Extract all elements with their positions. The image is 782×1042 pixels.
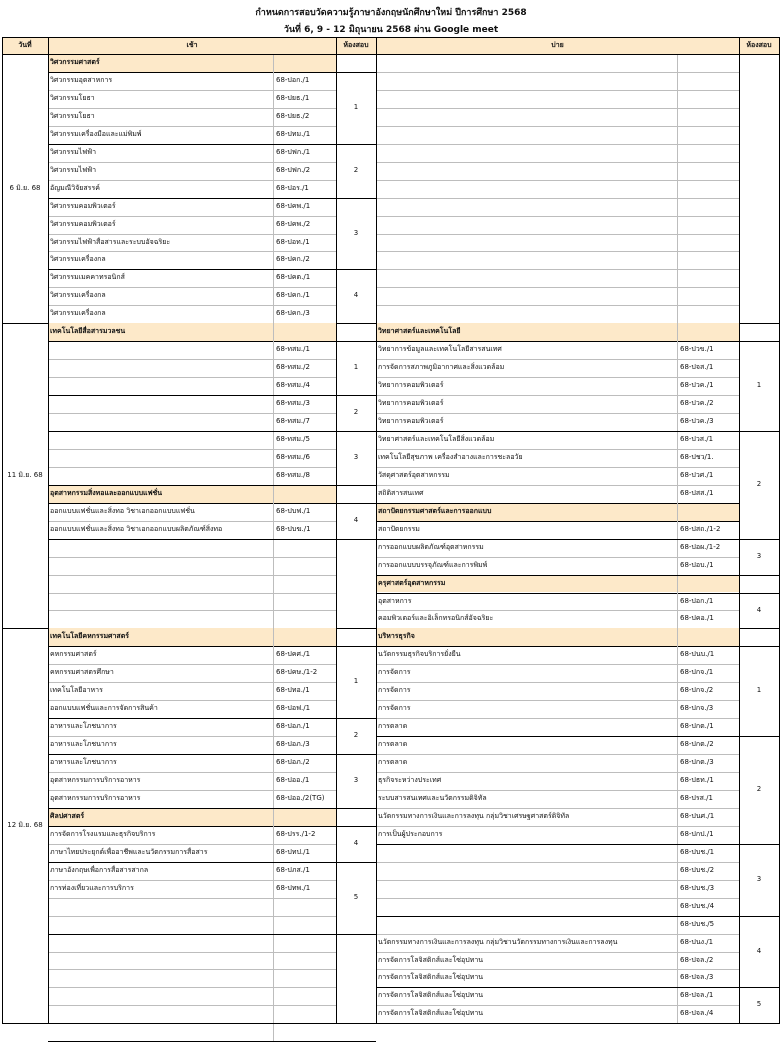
grid-line xyxy=(48,898,336,899)
program-name xyxy=(50,431,274,449)
class-code: 68-ปคพ./2 xyxy=(276,219,311,228)
class-code: 68-ปกจ./3 xyxy=(680,704,714,713)
class-code: 68-ทสม./6 xyxy=(276,452,310,461)
program-name: วิศวกรรมไฟฟ้า xyxy=(50,165,97,174)
program-name: คอมพิวเตอร์และอิเล็กทรอนิกส์อัจฉริยะ xyxy=(378,614,494,623)
exam-room-number: 2 xyxy=(756,479,762,488)
exam-room-number xyxy=(336,934,376,1042)
grid-line xyxy=(2,37,779,38)
exam-room-number: 4 xyxy=(353,291,359,300)
grid-line xyxy=(273,628,274,1041)
grid-line xyxy=(376,916,779,917)
program-name: การตลาด xyxy=(378,722,408,731)
grid-line xyxy=(48,934,376,935)
grid-line xyxy=(376,287,739,288)
class-code: 68-ปฟก./2 xyxy=(276,165,311,174)
grid-line xyxy=(739,844,779,845)
program-name: อาหารและโภชนาการ xyxy=(50,722,117,731)
class-code: 68-ปคก./1 xyxy=(276,291,310,300)
class-code: 68-ปอก./1 xyxy=(276,75,310,84)
grid-line xyxy=(273,54,274,323)
program-name: สถาปัตยกรรม xyxy=(378,524,420,533)
class-code: 68-ปกต./1 xyxy=(680,722,714,731)
program-name: การจัดการโลจิสติกส์และโซ่อุปทาน xyxy=(378,991,484,1000)
grid-line xyxy=(2,37,3,1024)
faculty-section: เทคโนโลยีคหกรรมศาสตร์ xyxy=(50,632,130,641)
grid-line xyxy=(336,539,376,540)
program-name: อัญมณีวิจัยสรรค์ xyxy=(50,183,100,192)
class-code: 68-ปบช./3 xyxy=(680,883,715,892)
grid-line xyxy=(336,72,376,73)
faculty-section: วิศวกรรมศาสตร์ xyxy=(50,58,100,66)
class-code: 68-ปวค./2 xyxy=(680,399,714,408)
class-code: 68-ปทป./1 xyxy=(276,847,310,856)
program-name: วิศวกรรมเครื่องกล xyxy=(50,309,106,318)
document-subtitle: วันที่ 6, 9 - 12 มิถุนายน 2568 ผ่าน Google meet xyxy=(283,25,499,35)
grid-line xyxy=(48,952,336,953)
program-name: นวัตกรรมธุรกิจบริการยั่งยืน xyxy=(378,650,461,659)
program-name: คหกรรมศาสตร์ xyxy=(50,650,97,659)
program-name: วิทยาการคอมพิวเตอร์ xyxy=(378,381,444,390)
class-code: 68-ปกจ./2 xyxy=(680,686,714,695)
grid-line xyxy=(48,718,376,719)
exam-room-number xyxy=(336,539,376,647)
grid-line xyxy=(48,557,336,558)
program-name: วิศวกรรมเครื่องมือและแม่พิมพ์ xyxy=(50,129,142,138)
program-name: การตลาด xyxy=(378,740,408,749)
program-name: วิศวกรรมเครื่องกล xyxy=(50,291,106,300)
grid-line xyxy=(376,72,739,73)
program-name: การจัดการ xyxy=(378,704,411,713)
class-code: 68-ปนง./1 xyxy=(680,937,714,946)
grid-line xyxy=(739,646,779,647)
class-code: 68-ปยธ./2 xyxy=(276,111,310,120)
grid-line xyxy=(739,736,779,737)
grid-line xyxy=(336,646,376,647)
class-code: 68-ปอผ./1-2 xyxy=(680,542,721,551)
program-name: การจัดการ xyxy=(378,686,411,695)
faculty-section: วิทยาศาสตร์และเทคโนโลยี xyxy=(378,327,461,336)
program-name: ภาษาอังกฤษเพื่อการสื่อสารสากล xyxy=(50,865,149,874)
class-code: 68-ปอก./1 xyxy=(680,596,714,605)
program-name: วิศวกรรมอุตสาหการ xyxy=(50,75,113,84)
program-name xyxy=(50,413,274,431)
class-code: 68-ปสส./1 xyxy=(680,488,714,497)
grid-line xyxy=(48,198,376,199)
class-code: 68-ปอบ./1 xyxy=(680,560,714,569)
grid-line xyxy=(48,808,376,809)
grid-line xyxy=(376,198,739,199)
faculty-section: อุตสาหกรรมสิ่งทอและออกแบบแฟชั่น xyxy=(50,488,163,497)
exam-room-number: 1 xyxy=(756,686,762,695)
program-name: นวัตกรรมทางการเงินและการลงทุน กลุ่มวิชานวัตกรรมทางการเงินและการลงทุน xyxy=(378,937,618,946)
class-code: 68-ปจล./1 xyxy=(680,991,714,1000)
grid-line xyxy=(48,144,376,145)
class-code: 68-ปธท./1 xyxy=(680,776,714,784)
class-code: 68-ปสถ./1-2 xyxy=(680,524,721,533)
class-code: 68-ปอภ./2 xyxy=(276,758,310,767)
grid-line xyxy=(376,216,739,217)
program-name: ระบบสารสนเทศและนวัตกรรมดิจิทัล xyxy=(378,793,487,802)
program-name: การออกแบบบรรจุภัณฑ์และการพิมพ์ xyxy=(378,560,488,569)
grid-line xyxy=(739,593,779,594)
exam-room-number: 4 xyxy=(756,605,762,614)
class-code: 68-ปวค./1 xyxy=(680,381,714,390)
exam-date: 11 มิ.ย. 68 xyxy=(7,471,43,480)
program-name: อุตสาหการ xyxy=(378,596,412,605)
exam-room-number: 1 xyxy=(353,102,359,111)
grid-line xyxy=(376,90,739,91)
exam-room-number: 4 xyxy=(756,946,762,955)
program-name: อาหารและโภชนาการ xyxy=(50,758,117,767)
grid-line xyxy=(376,162,739,163)
class-code: 68-ปอภ./3 xyxy=(276,740,310,749)
class-code: 68-ปนศ./1 xyxy=(680,811,715,820)
exam-room-number: 3 xyxy=(756,551,762,560)
class-code: 68-ปอฟ./1 xyxy=(276,704,311,713)
exam-room-number: 1 xyxy=(353,363,359,372)
grid-line xyxy=(376,108,739,109)
program-name: เทคโนโลยีสุขภาพ เครื่องสำอางและการชะลอวัย xyxy=(378,452,523,461)
class-code: 68-ปรร./1-2 xyxy=(276,829,316,838)
program-name xyxy=(378,862,678,880)
program-name xyxy=(50,377,274,395)
grid-line xyxy=(336,37,337,1024)
grid-line xyxy=(336,754,376,755)
class-code: 68-ปวค./3 xyxy=(680,417,714,425)
exam-room-number: 5 xyxy=(756,1000,762,1009)
program-name: การจัดการโลจิสติกส์และโซ่อุปทาน xyxy=(378,973,484,982)
program-name: การจัดการสภาพภูมิอากาศและสิ่งแวดล้อม xyxy=(378,363,505,372)
program-name: วิทยาการคอมพิวเตอร์ xyxy=(378,417,444,425)
header-afternoon: บ่าย xyxy=(551,41,564,49)
grid-line xyxy=(739,37,740,1024)
class-code: 68-ปบฟ./1 xyxy=(276,506,311,515)
grid-line xyxy=(739,539,779,540)
exam-date: 12 มิ.ย. 68 xyxy=(7,821,43,830)
grid-line xyxy=(376,987,779,988)
class-code: 68-ปคก./2 xyxy=(276,255,310,264)
grid-line xyxy=(48,862,376,863)
program-name: การจัดการ xyxy=(378,668,411,677)
program-name: การจัดการโลจิสติกส์และโซ่อุปทาน xyxy=(378,1009,484,1018)
grid-line xyxy=(376,431,779,432)
program-name: ภาษาไทยประยุกต์เพื่ออาชีพและนวัตกรรมการสื่อสาร xyxy=(50,847,208,856)
program-name xyxy=(378,916,678,934)
exam-room-number: 3 xyxy=(353,452,359,461)
class-code: 68-ปคก./3 xyxy=(276,309,310,318)
grid-line xyxy=(48,987,336,988)
program-name: วิศวกรรมไฟฟ้าสื่อสารและระบบอัจฉริยะ xyxy=(50,237,171,246)
program-name xyxy=(50,359,274,377)
program-name: ออกแบบแฟชั่นและสิ่งทอ วิชาเอกออกแบบผลิตภัณฑ์สิ่งทอ xyxy=(50,524,223,533)
program-name: วิศวกรรมคอมพิวเตอร์ xyxy=(50,201,116,210)
class-code: 68-ปคต./1 xyxy=(276,273,311,282)
class-code: 68-ทสม./1 xyxy=(276,345,310,354)
class-code: 68-ปจล./2 xyxy=(680,955,714,964)
class-code: 68-ปออ./1 xyxy=(276,776,310,784)
grid-line xyxy=(677,628,678,1023)
class-code: 68-ปยธ./1 xyxy=(276,93,310,102)
grid-line xyxy=(376,736,779,737)
program-name xyxy=(378,880,678,898)
grid-line xyxy=(48,539,376,540)
grid-line xyxy=(48,1005,336,1006)
class-code: 68-ปวข./1 xyxy=(680,345,714,354)
grid-line xyxy=(336,826,376,827)
program-name: วิทยาศาสตร์และเทคโนโลยีสิ่งแวดล้อม xyxy=(378,434,495,443)
class-code: 68-ปบฆ./1 xyxy=(276,524,311,533)
grid-line xyxy=(739,341,779,342)
program-name: สถิติสารสนเทศ xyxy=(378,488,424,497)
program-name: การเป็นผู้ประกอบการ xyxy=(378,829,443,838)
grid-line xyxy=(336,934,376,935)
class-code: 68-ทสม./8 xyxy=(276,470,310,479)
grid-line xyxy=(48,431,376,432)
faculty-section: ศิลปศาสตร์ xyxy=(50,811,85,820)
class-code: 68-ปทอ./1 xyxy=(276,686,310,695)
grid-line xyxy=(376,575,779,576)
grid-line xyxy=(739,431,779,432)
grid-line xyxy=(336,503,376,504)
class-code: 68-ทสม./7 xyxy=(276,417,310,425)
grid-line xyxy=(48,269,376,270)
grid-line xyxy=(739,916,779,917)
grid-line xyxy=(48,575,336,576)
class-code: 68-ปออ./2(TG) xyxy=(276,793,325,802)
grid-line xyxy=(376,37,377,1024)
program-name: การตลาด xyxy=(378,758,408,767)
class-code: 68-ปวศ./1 xyxy=(680,470,714,479)
class-code: 68-ปอท./1 xyxy=(276,237,310,246)
program-name: การท่องเที่ยวและการบริการ xyxy=(50,883,134,892)
grid-line xyxy=(336,144,376,145)
program-name: การจัดการโรงแรมและธุรกิจบริการ xyxy=(50,829,156,838)
program-name: วิศวกรรมคอมพิวเตอร์ xyxy=(50,219,116,228)
class-code: 68-ปอภ./1 xyxy=(276,722,310,731)
class-code: 68-ปจส./1 xyxy=(680,363,714,372)
program-name: ออกแบบแฟชั่นและการจัดการสินค้า xyxy=(50,704,158,713)
exam-date: 6 มิ.ย. 68 xyxy=(9,184,41,192)
class-code: 68-ปคพ./1 xyxy=(276,201,311,210)
class-code: 68-ปกต./2 xyxy=(680,740,714,749)
program-name: เทคโนโลยีอาหาร xyxy=(50,686,103,695)
program-name xyxy=(378,844,678,862)
program-name xyxy=(50,341,274,359)
program-name: อุตสาหกรรมการบริการอาหาร xyxy=(50,776,141,784)
class-code: 68-ทสม./2 xyxy=(276,363,310,372)
grid-line xyxy=(48,485,376,486)
program-name xyxy=(50,449,274,467)
grid-line xyxy=(48,969,336,970)
grid-line xyxy=(336,269,376,270)
grid-line xyxy=(376,844,779,845)
class-code: 68-ทสม./5 xyxy=(276,434,310,443)
class-code: 68-ปภส./1 xyxy=(276,865,310,874)
exam-room-number: 3 xyxy=(756,874,762,883)
header-date: วันที่ xyxy=(18,41,32,49)
exam-room-number: 2 xyxy=(353,165,359,174)
grid-line xyxy=(336,718,376,719)
class-code: 68-ปกต./3 xyxy=(680,758,714,767)
faculty-section: ครุศาสตร์อุตสาหกรรม xyxy=(378,578,446,587)
grid-line xyxy=(376,269,739,270)
grid-line xyxy=(48,37,49,1024)
grid-line xyxy=(739,987,779,988)
class-code: 68-ปทพ./1 xyxy=(276,883,311,892)
class-code: 68-ปคอ./1 xyxy=(680,614,714,623)
grid-line xyxy=(2,54,779,55)
class-code: 68-ปนบ./1 xyxy=(680,650,715,659)
exam-room-number: 3 xyxy=(353,228,359,237)
grid-line xyxy=(336,341,376,342)
grid-line xyxy=(336,862,376,863)
grid-line xyxy=(48,610,336,611)
grid-line xyxy=(48,395,376,396)
program-name: วัสดุศาสตร์อุตสาหกรรม xyxy=(378,470,450,479)
grid-line xyxy=(779,37,780,1024)
grid-line xyxy=(48,916,336,917)
grid-line xyxy=(376,144,739,145)
class-code: 68-ปบช./2 xyxy=(680,865,715,874)
program-name: วิศวกรรมไฟฟ้า xyxy=(50,147,97,156)
class-code: 68-ปบช./4 xyxy=(680,901,715,910)
program-name: คหกรรมศาสตรศึกษา xyxy=(50,668,114,677)
program-name xyxy=(50,467,274,485)
grid-line xyxy=(376,503,739,504)
program-name: วิศวกรรมเมคคาทรอนิกส์ xyxy=(50,273,125,282)
class-code: 68-ทสม./3 xyxy=(276,399,310,408)
header-room-afternoon: ห้องสอบ xyxy=(746,41,772,49)
grid-line xyxy=(376,251,739,252)
program-name: อาหารและโภชนาการ xyxy=(50,740,117,749)
grid-line xyxy=(376,305,739,306)
program-name: การออกแบบผลิตภัณฑ์อุตสาหกรรม xyxy=(378,542,484,551)
program-name: อุตสาหกรรมการบริการอาหาร xyxy=(50,793,141,802)
grid-line xyxy=(376,180,739,181)
class-code: 68-ปชว/1. xyxy=(680,452,714,461)
grid-line xyxy=(48,754,376,755)
grid-line xyxy=(376,234,739,235)
class-code: 68-ปคษ./1-2 xyxy=(276,668,318,677)
document-title: กำหนดการสอบวัดความรู้ภาษาอังกฤษนักศึกษาใหม่ ปีการศึกษา 2568 xyxy=(255,8,527,18)
program-name: วิทยาการคอมพิวเตอร์ xyxy=(378,399,444,408)
grid-line xyxy=(48,593,336,594)
program-name: วิศวกรรมโยธา xyxy=(50,93,95,102)
class-code: 68-ปจล./3 xyxy=(680,973,714,982)
program-name: การจัดการโลจิสติกส์และโซ่อุปทาน xyxy=(378,955,484,964)
faculty-section: สถาปัตยกรรมศาสตร์และการออกแบบ xyxy=(378,506,492,515)
class-code: 68-ปฟก./1 xyxy=(276,147,311,156)
program-name: ออกแบบแฟชั่นและสิ่งทอ วิชาเอกออกแบบแฟชั่น xyxy=(50,506,195,515)
class-code: 68-ปรส./1 xyxy=(680,793,713,802)
class-code: 68-ปทม./1 xyxy=(276,129,311,138)
exam-room-number: 2 xyxy=(756,785,762,794)
exam-room-number: 2 xyxy=(353,408,359,417)
grid-line xyxy=(336,198,376,199)
class-code: 68-ปอร./1 xyxy=(276,183,309,192)
class-code: 68-ปกป./1 xyxy=(680,829,714,838)
grid-line xyxy=(677,54,678,323)
exam-room-number: 1 xyxy=(353,677,359,686)
program-name: วิศวกรรมเครื่องกล xyxy=(50,255,106,264)
faculty-section: เทคโนโลยีสื่อสารมวลชน xyxy=(50,327,126,336)
exam-room-number: 2 xyxy=(353,731,359,740)
class-code: 68-ปกจ./1 xyxy=(680,668,714,677)
class-code: 68-ปคศ./1 xyxy=(276,650,311,659)
program-name: นวัตกรรมทางการเงินและการลงทุน กลุ่มวิชาเศรษฐศาสตร์ดิจิทัล xyxy=(378,811,570,820)
program-name: วิทยาการข้อมูลและเทคโนโลยีสารสนเทศ xyxy=(378,345,502,354)
class-code: 68-ปบช./1 xyxy=(680,847,715,856)
program-name xyxy=(378,898,678,916)
exam-room-number xyxy=(739,54,779,323)
exam-room-number: 5 xyxy=(353,892,359,901)
faculty-section: บริหารธุรกิจ xyxy=(378,632,415,641)
grid-line xyxy=(376,126,739,127)
program-name: ธุรกิจระหว่างประเทศ xyxy=(378,776,442,784)
exam-room-number: 1 xyxy=(756,381,762,390)
exam-room-number: 4 xyxy=(353,838,359,847)
grid-line xyxy=(376,539,779,540)
class-code: 68-ปวส./1 xyxy=(680,434,714,443)
grid-line xyxy=(336,431,376,432)
exam-room-number: 4 xyxy=(353,515,359,524)
program-name: วิศวกรรมโยธา xyxy=(50,111,95,120)
grid-line xyxy=(677,323,678,628)
class-code: 68-ทสม./4 xyxy=(276,381,310,390)
header-room-morning: ห้องสอบ xyxy=(343,41,369,49)
program-name xyxy=(50,395,274,413)
class-code: 68-ปจล./4 xyxy=(680,1009,714,1018)
header-morning: เช้า xyxy=(186,41,198,49)
grid-line xyxy=(336,395,376,396)
class-code: 68-ปบช./5 xyxy=(680,919,715,928)
exam-room-number: 3 xyxy=(353,776,359,785)
